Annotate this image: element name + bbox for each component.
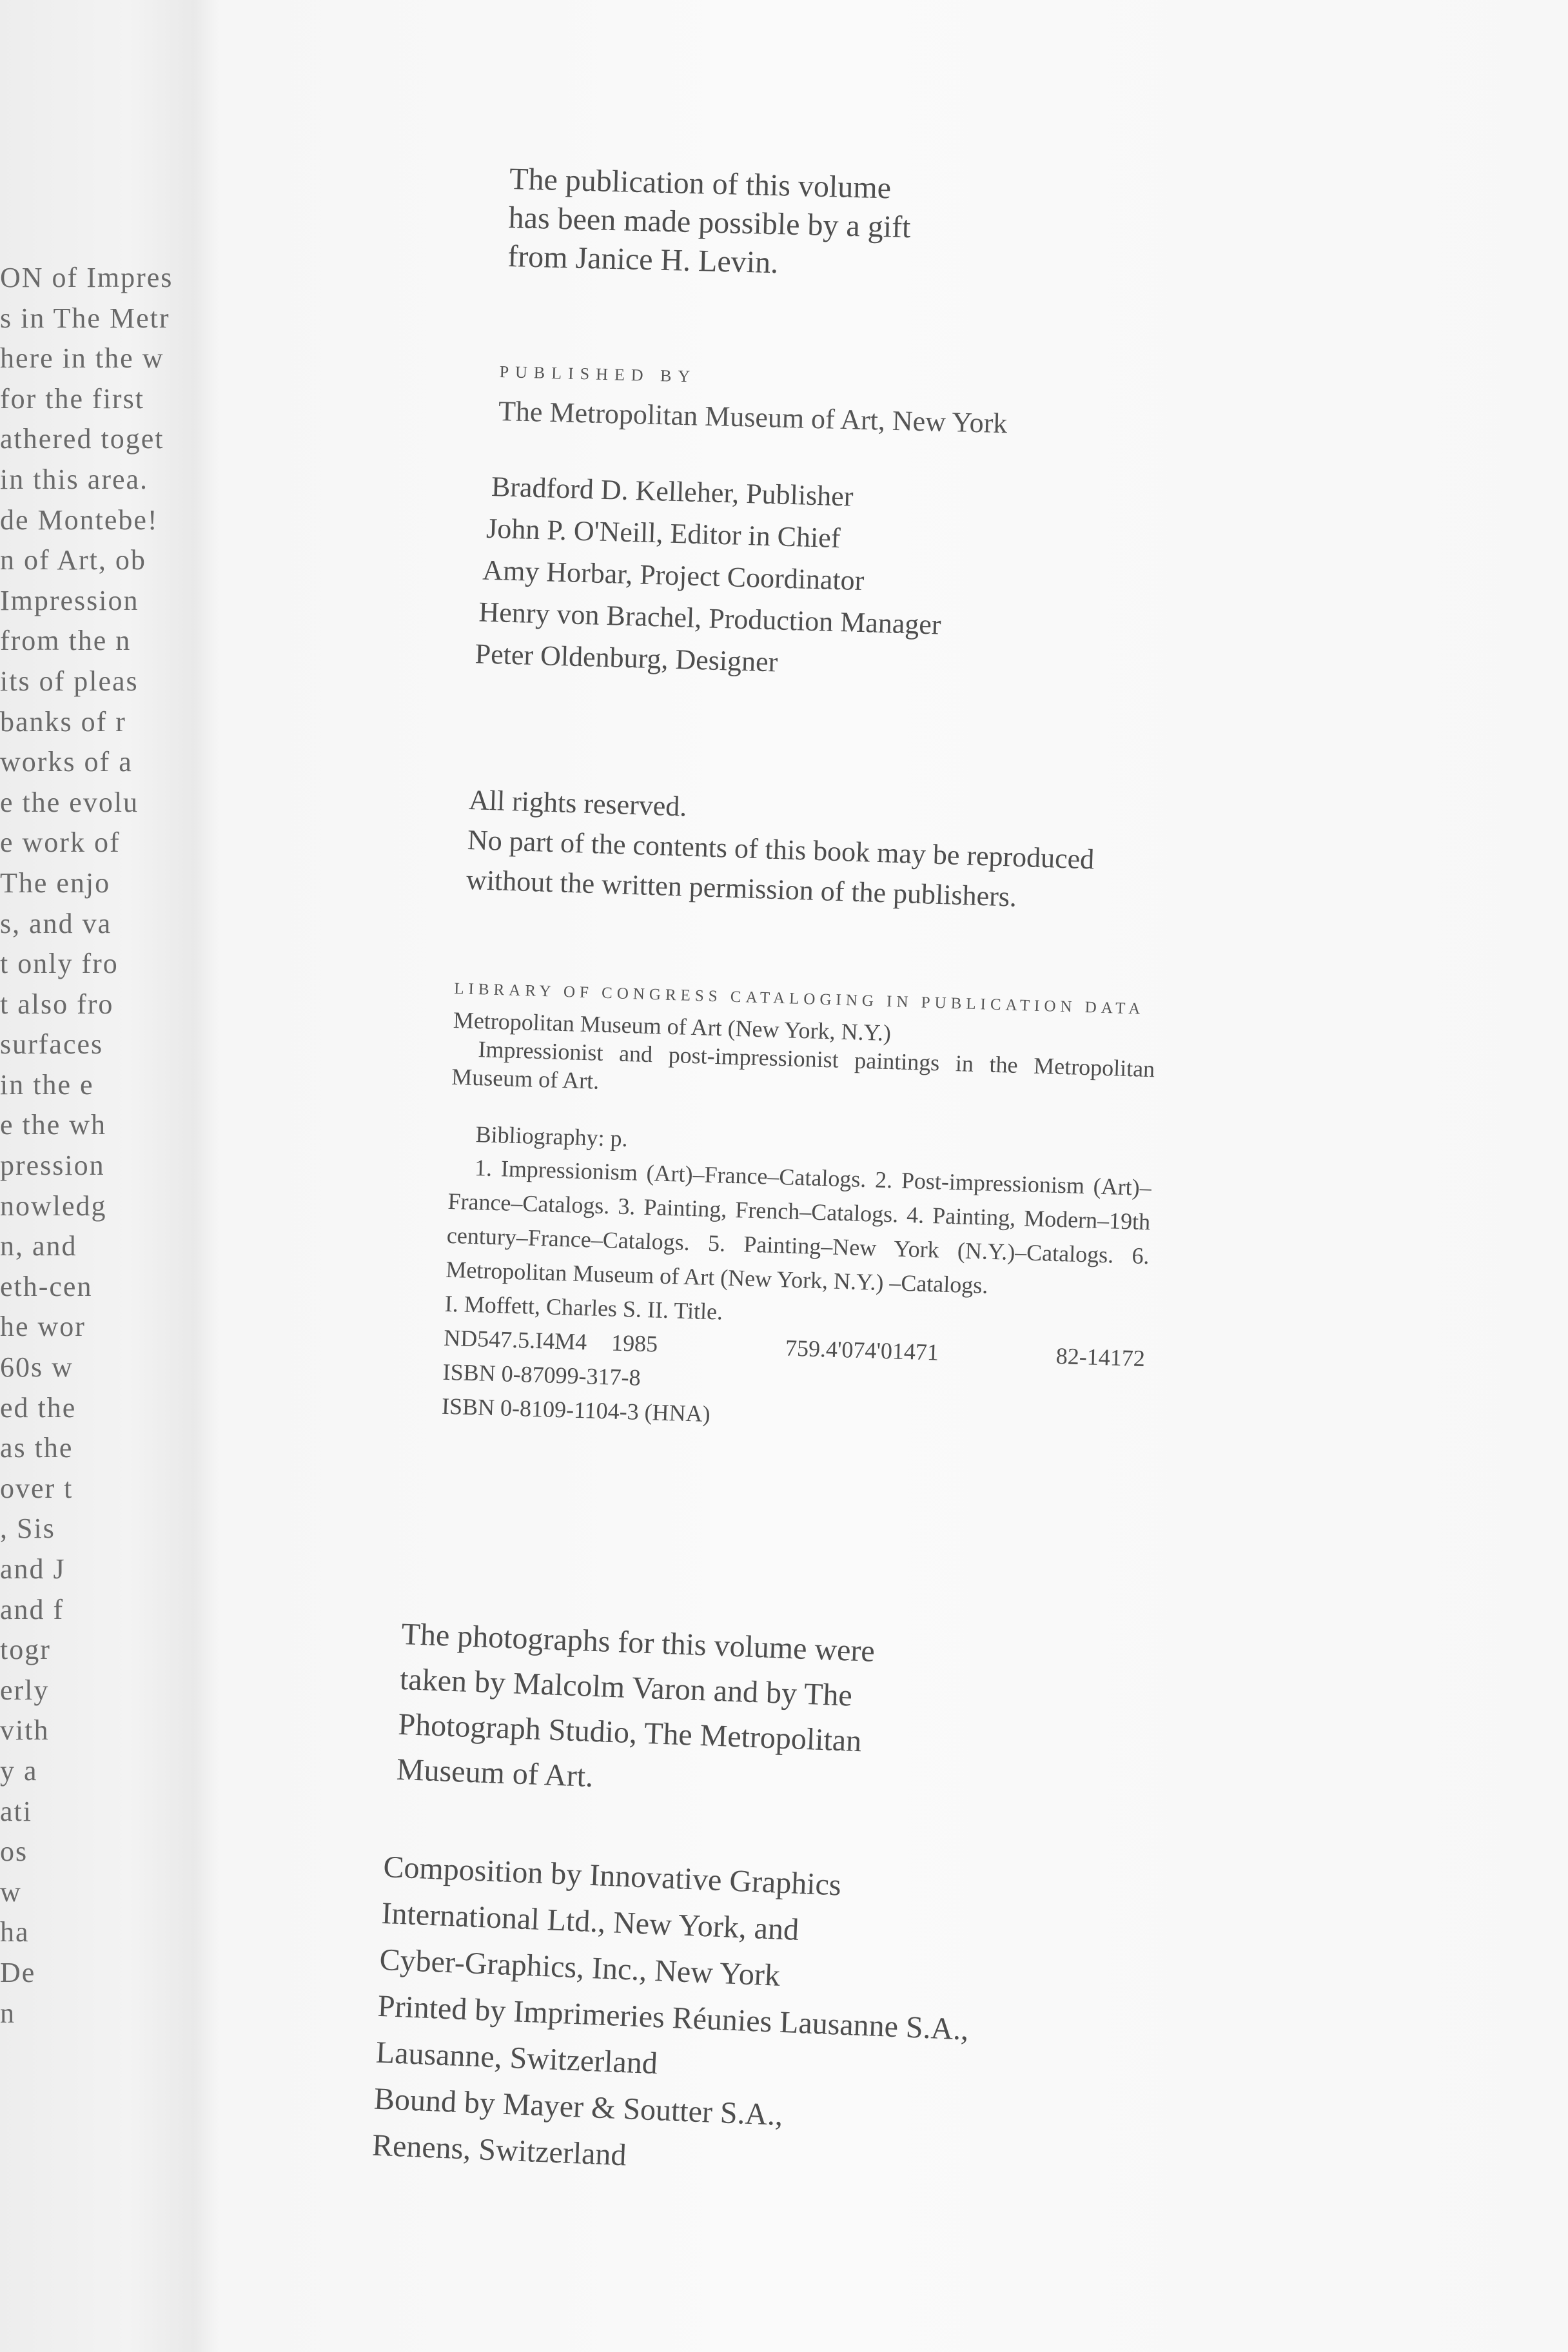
staff-line: John P. O'Neill, Editor in Chief <box>485 512 841 554</box>
left-page-line: t also fro <box>0 988 114 1020</box>
cataloging-author: Metropolitan Museum of Art (New York, N.Y.) <box>453 1006 892 1046</box>
left-page-line: nowledg <box>0 1190 107 1222</box>
left-page-line: works of a <box>0 746 133 778</box>
rights-line: All rights reserved. <box>468 783 688 823</box>
left-page-line: ha <box>0 1916 30 1948</box>
staff-list <box>475 466 945 688</box>
production-line: Cyber-Graphics, Inc., New York <box>378 1942 781 1993</box>
gift-line: has been made possible by a gift <box>508 200 912 245</box>
gift-credit <box>507 160 912 286</box>
left-page-line: e work of <box>0 827 121 859</box>
left-page-line: athered toget <box>0 423 164 455</box>
left-page-line: e the wh <box>0 1109 107 1141</box>
left-page-line: ed the <box>0 1391 77 1424</box>
left-page-line: , Sis <box>0 1513 55 1545</box>
photo-credit-line: The photographs for this volume were <box>400 1616 876 1669</box>
left-page-line: banks of r <box>0 705 126 738</box>
publication-year: 1985 <box>611 1329 658 1357</box>
left-page-line: e the evolu <box>0 786 139 818</box>
cataloging-added-entries: I. Moffett, Charles S. II. Title. <box>444 1290 723 1325</box>
left-page-line: here in the w <box>0 342 164 375</box>
staff-line: Peter Oldenburg, Designer <box>475 638 778 678</box>
left-page-line: Impression <box>0 584 139 616</box>
left-page-line: erly <box>0 1674 50 1706</box>
production-line: Printed by Imprimeries Réunies Lausanne S.A., <box>377 1988 970 2047</box>
rights-notice <box>466 780 1096 919</box>
left-page-line: in the e <box>0 1068 94 1101</box>
production-line: Renens, Switzerland <box>371 2128 627 2173</box>
production-line: Lausanne, Switzerland <box>375 2035 658 2081</box>
publisher-name: The Metropolitan Museum of Art, New York <box>498 395 1008 440</box>
left-page-line: n, and <box>0 1230 77 1262</box>
left-page-line: The enjo <box>0 867 111 899</box>
left-page-line: as the <box>0 1432 74 1464</box>
staff-line: Bradford D. Kelleher, Publisher <box>491 470 854 513</box>
left-page-line: y a <box>0 1754 38 1787</box>
photo-credits <box>396 1612 876 1810</box>
isbn: ISBN 0-8109-1104-3 (HNA) <box>441 1393 711 1427</box>
photo-credit-line: Photograph Studio, The Metropolitan <box>397 1707 863 1759</box>
staff-line: Amy Horbar, Project Coordinator <box>482 554 865 597</box>
cataloging-subjects: 1. Impressionism (Art)–France–Catalogs. 2. Post-impressionism (Art)–France–Catalogs. 3. Painting, French–Catalogs. 4. Painting, Modern–19th century–France–Catalogs. 5. Painting–New York (N.Y.)–Catalogs. 6. Metropolitan Museum of Art (New York, N.Y.) –Catalogs. <box>445 1155 1152 1298</box>
photo-credit-line: Museum of Art. <box>396 1752 594 1794</box>
production-credits <box>371 1844 975 2192</box>
left-page-line: n of Art, ob <box>0 544 146 576</box>
left-page-line: eth-cen <box>0 1270 93 1302</box>
cataloging-bibliography: Bibliography: p. <box>475 1121 629 1152</box>
left-page-line: its of pleas <box>0 665 139 697</box>
left-page-line: 60s w <box>0 1351 74 1384</box>
gift-line: from Janice H. Levin. <box>507 239 779 280</box>
production-line: Bound by Mayer & Soutter S.A., <box>373 2081 784 2133</box>
left-page-line: w <box>0 1876 22 1908</box>
left-page-line: ON of Impres <box>0 262 173 293</box>
left-page-line: surfaces <box>0 1028 104 1061</box>
left-page-line: in this area. <box>0 463 149 495</box>
left-page-line: n <box>0 1997 15 2029</box>
left-page-line: s, and va <box>0 907 112 939</box>
production-line: International Ltd., New York, and <box>380 1896 800 1947</box>
published-by <box>498 362 1009 440</box>
cataloging-header: LIBRARY OF CONGRESS CATALOGING IN PUBLICATION DATA <box>453 979 1145 1018</box>
left-page-line: vith <box>0 1714 50 1747</box>
left-page-line: pression <box>0 1150 105 1182</box>
staff-line: Henry von Brachel, Production Manager <box>478 596 942 641</box>
left-page-line: os <box>0 1836 28 1868</box>
left-page-line: ati <box>0 1795 32 1827</box>
published-by-label: PUBLISHED BY <box>499 362 697 386</box>
rights-line: without the written permission of the publishers. <box>466 863 1017 913</box>
left-page-line: over t <box>0 1472 74 1504</box>
production-line: Composition by Innovative Graphics <box>382 1849 842 1903</box>
photo-credit-line: taken by Malcolm Varon and by The <box>399 1661 853 1713</box>
gift-line: The publication of this volume <box>509 161 892 206</box>
cataloging-title: Impressionist and post-impressionist paintings in the Metropolitan Museum of Art. <box>451 1036 1155 1094</box>
left-page-line: togr <box>0 1634 51 1666</box>
left-page-text <box>0 258 206 2034</box>
left-page-line: t only fro <box>0 948 119 980</box>
left-page-line: he wor <box>0 1311 86 1343</box>
left-page-line: and f <box>0 1593 64 1625</box>
left-page-line: and J <box>0 1553 66 1585</box>
isbn: ISBN 0-87099-317-8 <box>442 1358 642 1391</box>
left-page-line: s in The Metr <box>0 302 170 334</box>
call-number: ND547.5.I4M4 <box>443 1324 587 1355</box>
left-page-line: de Montebe! <box>0 504 159 536</box>
lccn: 82-14172 <box>1055 1342 1146 1372</box>
rights-line: No part of the contents of this book may be reproduced <box>467 823 1095 876</box>
left-page-line: for the first <box>0 382 144 415</box>
cataloging-data <box>441 975 1157 1444</box>
left-page-line: from the n <box>0 625 132 657</box>
dewey-number: 759.4'074'01471 <box>785 1335 939 1366</box>
left-page-line: De <box>0 1956 36 1988</box>
